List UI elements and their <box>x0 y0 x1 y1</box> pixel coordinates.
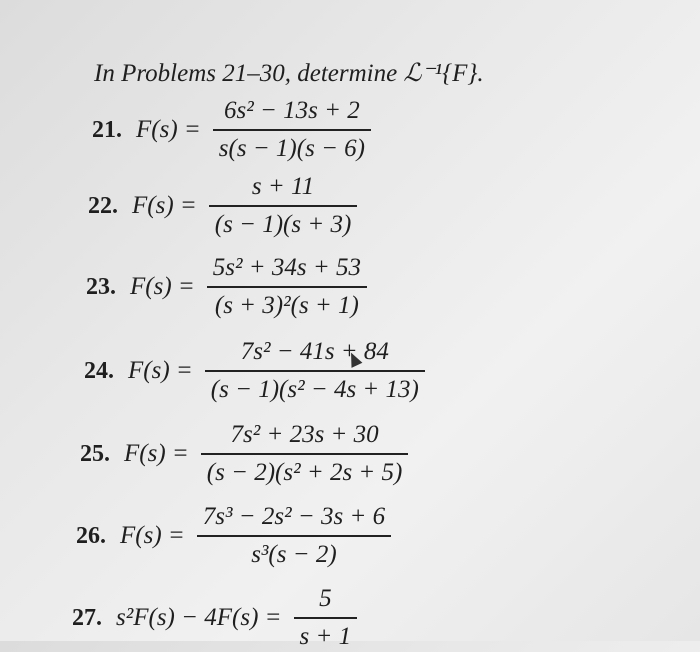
fraction <box>209 172 358 240</box>
denominator: s(s − 1)(s − 6) <box>218 135 366 162</box>
problem-21 <box>92 96 371 164</box>
numerator: 7s³ − 2s² − 3s + 6 <box>202 503 386 530</box>
problem-number: 23. <box>86 273 116 300</box>
numerator: 6s² − 13s + 2 <box>224 97 360 124</box>
problem-lhs: F(s) = <box>124 440 189 467</box>
denominator: s³(s − 2) <box>251 541 337 568</box>
numerator: s + 11 <box>251 173 315 200</box>
fraction-bar <box>209 205 358 207</box>
problem-lhs: F(s) = <box>132 192 197 219</box>
fraction <box>205 337 425 405</box>
problem-number: 26. <box>76 522 106 549</box>
denominator: (s − 2)(s² + 2s + 5) <box>206 459 403 486</box>
problem-lhs: F(s) = <box>130 273 195 300</box>
problem-lhs: F(s) = <box>128 357 193 384</box>
fraction <box>294 584 358 652</box>
problem-24 <box>84 337 425 405</box>
denominator: (s + 3)²(s + 1) <box>214 292 359 319</box>
denominator: (s − 1)(s² − 4s + 13) <box>210 376 419 403</box>
problem-lhs: F(s) = <box>120 522 185 549</box>
numerator: 5 <box>319 585 332 612</box>
fraction <box>197 502 391 570</box>
denominator: s + 1 <box>299 623 352 650</box>
problem-number: 25. <box>80 440 110 467</box>
numerator: 7s² − 41s + 84 <box>240 338 389 365</box>
problem-27 <box>72 584 357 652</box>
problem-number: 27. <box>72 604 102 631</box>
fraction-bar <box>213 129 371 131</box>
problem-23 <box>86 253 367 321</box>
numerator: 5s² + 34s + 53 <box>212 254 361 281</box>
problem-26 <box>76 502 391 570</box>
fraction-bar <box>205 370 425 372</box>
problem-22 <box>88 172 357 240</box>
fraction-bar <box>207 286 367 288</box>
fraction-bar <box>201 453 409 455</box>
numerator: 7s² + 23s + 30 <box>230 421 379 448</box>
problem-lhs: F(s) = <box>136 116 201 143</box>
fraction <box>201 420 409 488</box>
problem-25 <box>80 420 408 488</box>
fraction-bar <box>294 617 358 619</box>
denominator: (s − 1)(s + 3) <box>214 211 352 238</box>
problem-set-heading: In Problems 21–30, determine ℒ⁻¹{F}. <box>94 60 484 87</box>
problem-number: 21. <box>92 116 122 143</box>
problem-number: 24. <box>84 357 114 384</box>
fraction <box>207 253 367 321</box>
problem-lhs: s²F(s) − 4F(s) = <box>116 604 282 631</box>
problem-number: 22. <box>88 192 118 219</box>
fraction-bar <box>197 535 391 537</box>
fraction <box>213 96 371 164</box>
